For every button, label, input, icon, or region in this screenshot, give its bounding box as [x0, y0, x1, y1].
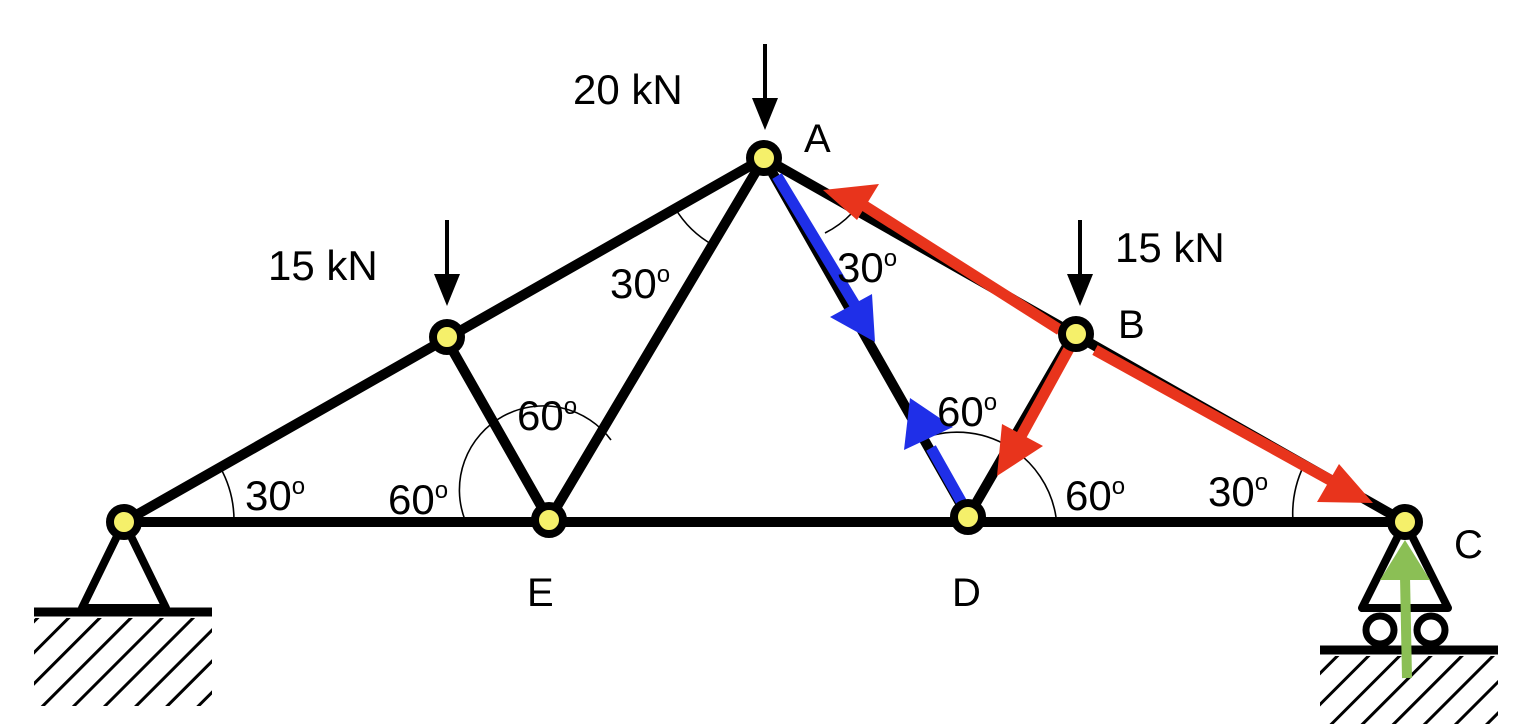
load-arrowhead-apex: [752, 98, 778, 130]
joint-E: [535, 506, 563, 534]
angle-label-d-top: 60$^o$: [937, 388, 998, 435]
node-label-C: C: [1454, 523, 1483, 567]
node-label-B: B: [1118, 303, 1145, 347]
node-label-E: E: [527, 571, 554, 615]
angle-label-left-support: 30$^o$: [245, 472, 306, 519]
angle-label-apex-right: 30$^o$: [837, 244, 898, 291]
joint-left-mid: [433, 323, 461, 351]
load-arrowhead-left: [434, 274, 460, 306]
load-label-right: 15 kN: [1115, 224, 1225, 271]
node-label-A: A: [804, 117, 831, 161]
angle-label-e-top: 60$^o$: [517, 392, 578, 439]
load-label-left: 15 kN: [268, 242, 378, 289]
load-label-apex: 20 kN: [573, 66, 683, 113]
angle-label-d-right: 60$^o$: [1065, 472, 1126, 519]
pin-support-left: [34, 522, 212, 706]
joint-A: [750, 144, 778, 172]
roller-wheel: [1417, 616, 1445, 644]
angle-label-c-left: 30$^o$: [1208, 468, 1269, 515]
angle-label-apex-left: 30$^o$: [610, 260, 671, 307]
load-arrowhead-right: [1067, 274, 1093, 306]
ground-hatch-left: [34, 618, 212, 706]
joint-D: [954, 503, 982, 531]
member-web-AE: [549, 158, 764, 520]
joint-left-support: [110, 508, 138, 536]
angle-label-e-left: 60$^o$: [388, 476, 449, 523]
joint-B: [1062, 320, 1090, 348]
roller-wheel: [1366, 616, 1394, 644]
node-label-D: D: [952, 571, 981, 615]
joint-C: [1391, 508, 1419, 536]
